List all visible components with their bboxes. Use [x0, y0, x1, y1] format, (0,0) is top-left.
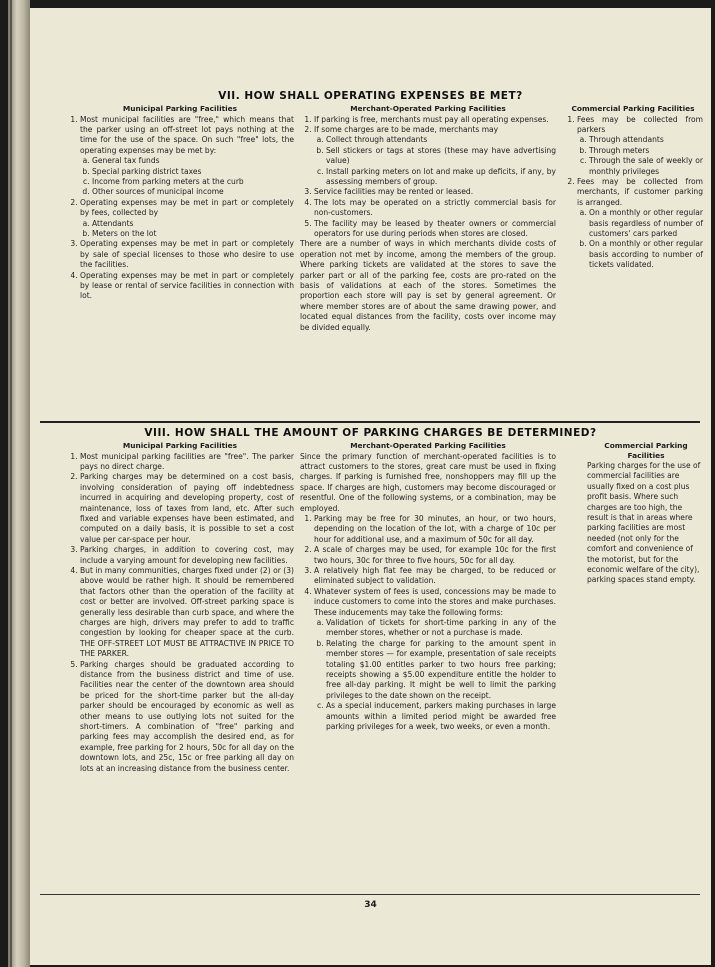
s8-commercial-column	[587, 441, 705, 586]
list-item	[577, 115, 703, 177]
sub-list-item: b. On a monthly or other regular basis according to number of tickets validated.	[589, 239, 703, 270]
list-item-text: The lots may be operated on a strictly commercial basis for non-customers.	[314, 197, 556, 218]
s7-merchant-heading: Merchant-Operated Parking Facilities	[350, 104, 506, 113]
s8-commercial-paragraph: Parking charges for the use of commercial facilities are usually fixed on a cost plus profit basis. Where such charges are too high, the result is that in areas where parking facilities are most needed (not only for the comfort and convenience of the motorist, but for the economic welfare of the city), parking spaces stand empty.	[587, 461, 701, 585]
list-item-text: Operating expenses may be met in part or completely by fees, collected by	[80, 197, 294, 218]
list-item-text: If parking is free, merchants must pay all operating expenses.	[314, 114, 549, 124]
list-item	[80, 115, 294, 198]
sub-list-item: b. Sell stickers or tags at stores (these may have advertising value)	[326, 146, 556, 167]
s8-municipal-column	[66, 441, 294, 774]
list-item	[80, 566, 294, 660]
section-7-title: VII. HOW SHALL OPERATING EXPENSES BE MET?	[218, 90, 523, 102]
sub-list-item: a. Validation of tickets for short-time parking in any of the member stores, whether or not a purchase is made.	[326, 618, 556, 639]
sub-list-item: b. Meters on the lot	[92, 229, 294, 239]
sub-list-item: a. General tax funds	[92, 156, 294, 166]
list-item	[314, 187, 556, 197]
s8-municipal-heading: Municipal Parking Facilities	[122, 441, 238, 450]
s8-merchant-heading: Merchant-Operated Parking Facilities	[350, 441, 506, 450]
list-item-text: The facility may be leased by theater owners or commercial operators for use during periods when stores are closed.	[314, 218, 556, 238]
s7-commercial-heading: Commercial Parking Facilities	[571, 104, 695, 113]
binding-line	[10, 0, 12, 967]
list-item	[80, 452, 294, 473]
sub-list-item: b. Special parking district taxes	[92, 167, 294, 177]
sub-list-item: a. Attendants	[92, 219, 294, 229]
section-divider	[40, 421, 700, 423]
list-item	[80, 271, 294, 302]
list-item-text: But in many communities, charges fixed under (2) or (3) above would be rather high. It should be remembered that factors other than the operation of the facility at cost or better are involved. Off-street parking space is generally less desirable than curb space, and where the charges are high, drivers may prefer to add to traffic congestion by looking for cheaper space at the curb. THE OFF-STREET LOT MUST BE ATTRACTIVE IN PRICE TO THE PARKER.	[80, 565, 294, 659]
sub-list-item: a. Through attendants	[589, 135, 703, 145]
list-item	[80, 472, 294, 545]
document-page	[30, 8, 711, 965]
list-item-text: If some charges are to be made, merchants may	[314, 124, 499, 134]
section-8-title: VIII. HOW SHALL THE AMOUNT OF PARKING CHARGES BE DETERMINED?	[144, 427, 597, 439]
sub-list	[314, 135, 556, 187]
list-item-text: A scale of charges may be used, for example 10c for the first two hours, 30c for three to five hours, 50c for all day.	[314, 545, 556, 565]
sub-list-item: b. Relating the charge for parking to the amount spent in member stores — for example, presentation of sale receipts totaling $1.00 entitles parker to two hours free parking; receipts showing a $5.00 expenditure entitle the holder to free all-day parking. It might be well to limit the parking privileges to the date shown on the receipt.	[326, 639, 556, 701]
list-item	[314, 198, 556, 219]
s7-merchant-paragraph: There are a number of ways in which merchants divide costs of operation not met by income, among the members of the group. Where parking tickets are validated at the stores to save the parker part or all of the parking fee, costs are pro-rated on the basis of validations at each of the stores. Sometimes the proportion each store will pay is set by general agreement. Or where member stores are of about the same drawing power, and located equal distances from the facility, costs over income may be divided equally.	[300, 239, 556, 332]
list-item	[314, 125, 556, 187]
s7-municipal-list	[66, 115, 294, 302]
list-item-text: Parking charges, in addition to covering cost, may include a varying amount for developing new facilities.	[80, 545, 294, 565]
s8-merchant-column	[300, 441, 556, 732]
sub-list	[577, 208, 703, 270]
list-item	[314, 566, 556, 587]
list-item	[314, 587, 556, 733]
s7-commercial-list	[563, 115, 703, 271]
list-item-text: Operating expenses may be met in part or completely by lease or rental of service facilities in connection with lot.	[80, 270, 294, 301]
list-item	[314, 514, 556, 545]
sub-list-item: b. Through meters	[589, 146, 703, 156]
sub-list-item: c. Through the sale of weekly or monthly privileges	[589, 156, 703, 177]
list-item-text: Parking charges should be graduated according to distance from the business district and time of use. Facilities near the center of the downtown area should be priced for the short-time parker but the all-day parker should be encouraged by economic as well as other means to use outlying lots not suited for the short-timers. A combination of "free" parking and parking fees may accomplish the desired end, as for example, free parking for 2 hours, 50c for all day on the downtown lots, and 25c, 15c or free parking all day on lots at an increasing distance from the business center.	[80, 659, 294, 773]
list-item-text: Operating expenses may be met in part or completely by sale of special licenses to those who desire to use the facilities.	[80, 239, 294, 270]
s7-commercial-column	[563, 104, 703, 271]
s8-municipal-list	[66, 452, 294, 775]
page-number: 34	[364, 900, 377, 910]
list-item-text: Most municipal facilities are "free," which means that the parker using an off-street lot pays nothing at the time for the use of the space. On such "free" lots, the operating expenses may be met by:	[80, 114, 294, 155]
list-item	[80, 198, 294, 240]
s8-commercial-heading: Commercial Parking Facilities	[604, 441, 688, 460]
sub-list	[80, 219, 294, 240]
sub-list-item: c. Income from parking meters at the curb	[92, 177, 294, 187]
sub-list	[577, 135, 703, 177]
list-item	[577, 177, 703, 271]
list-item	[80, 239, 294, 270]
list-item-text: A relatively high flat fee may be charged, to be reduced or eliminated subject to validation.	[314, 565, 556, 586]
list-item-text: Whatever system of fees is used, concessions may be made to induce customers to come into the stores and make purchases. These inducements may take the following forms:	[314, 586, 556, 617]
list-item-text: Fees may be collected from merchants, if customer parking is arranged.	[577, 176, 703, 207]
list-item-text: Service facilities may be rented or leased.	[314, 187, 474, 197]
footer-rule	[40, 894, 700, 895]
list-item	[80, 545, 294, 566]
list-item-text: Fees may be collected from parkers	[577, 114, 703, 134]
sub-list-item: c. As a special inducement, parkers making purchases in large amounts within a limited period might be awarded free parking privileges for a week, two weeks, or even a month.	[326, 701, 556, 732]
sub-list	[314, 618, 556, 732]
list-item	[314, 545, 556, 566]
s7-merchant-column	[300, 104, 556, 333]
list-item	[314, 115, 556, 125]
list-item-text: Parking may be free for 30 minutes, an hour, or two hours, depending on the location of the lot, with a charge of 10c per hour for additional use, and a maximum of 50c for all day.	[314, 513, 556, 544]
list-item-text: Most municipal parking facilities are "free". The parker pays no direct charge.	[80, 451, 294, 471]
list-item-text: Parking charges may be determined on a cost basis, involving consideration of paying off indebtedness incurred in acquiring and developing property, cost of maintenance, loss of taxes from land, etc. After such fixed and variable expenses have been estimated, and computed on a daily basis, it is possible to set a cost value per car-space per hour.	[80, 472, 294, 544]
sub-list-item: a. Collect through attendants	[326, 135, 556, 145]
sub-list	[80, 156, 294, 198]
sub-list-item: c. Install parking meters on lot and make up deficits, if any, by assessing members of group.	[326, 167, 556, 188]
s7-municipal-column	[66, 104, 294, 302]
list-item	[80, 660, 294, 774]
sub-list-item: d. Other sources of municipal income	[92, 187, 294, 197]
s7-merchant-list	[300, 115, 556, 240]
sub-list-item: a. On a monthly or other regular basis regardless of number of customers' cars parked	[589, 208, 703, 239]
list-item	[314, 219, 556, 240]
s7-municipal-heading: Municipal Parking Facilities	[122, 104, 238, 113]
s8-merchant-list	[300, 514, 556, 733]
s8-merchant-intro: Since the primary function of merchant-operated facilities is to attract customers to the stores, great care must be used in fixing charges. If parking is furnished free, nonshoppers may fill up the space. If charges are high, customers may become discouraged or resentful. One of the following systems, or a combination, may be employed.	[300, 451, 556, 513]
